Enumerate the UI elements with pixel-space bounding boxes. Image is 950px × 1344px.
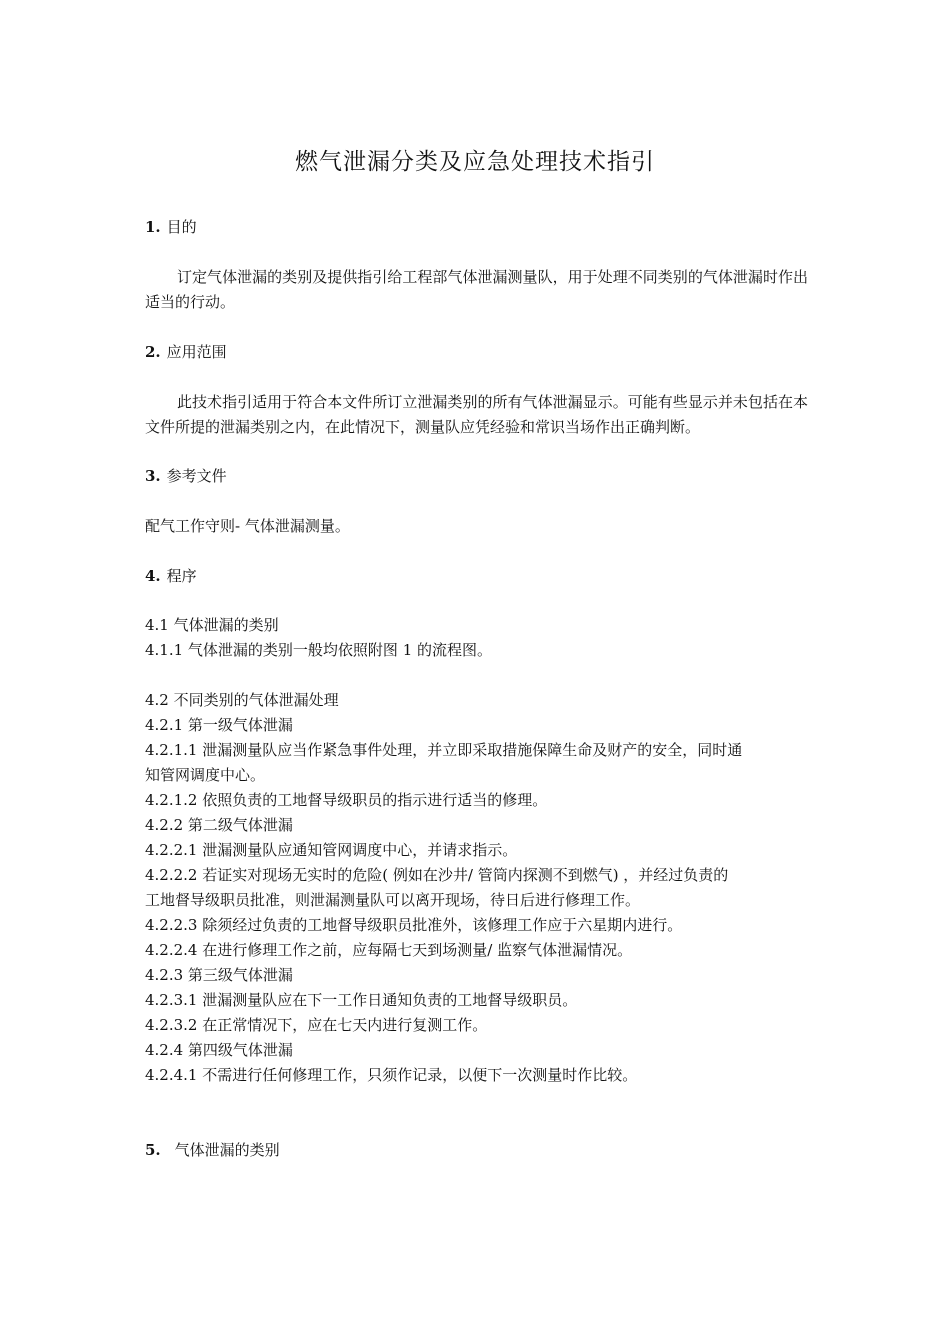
section-1-body: 订定气体泄漏的类别及提供指引给工程部气体泄漏测量队，用于处理不同类别的气体泄漏时作出适当的行动。 [145,268,808,311]
section-title: 应用范围 [166,343,227,361]
document-title: 燃气泄漏分类及应急处理技术指引 [295,149,655,175]
section-2-heading [145,341,815,363]
clause-4-2-3-1: 4.2.3.1 泄漏测量队应在下一工作日通知负责的工地督导级职员。 [145,991,578,1009]
section-2-body: 此技术指引适用于符合本文件所订立泄漏类别的所有气体泄漏显示。可能有些显示并未包括在本文件所提的泄漏类别之内，在此情况下，测量队应凭经验和常识当场作出正确判断。 [145,393,808,436]
clause-4-2-4: 4.2.4 第四级气体泄漏 [145,1041,293,1059]
section-number: 3. [145,467,161,485]
section-title: 气体泄漏的类别 [174,1141,280,1159]
clause-4-2-2-2-cont: 工地督导级职员批准，则泄漏测量队可以离开现场，待日后进行修理工作。 [145,891,641,909]
clause-4-2: 4.2 不同类别的气体泄漏处理 [145,691,339,709]
clause-4-2-2-1: 4.2.2.1 泄漏测量队应通知管网调度中心，并请求指示。 [145,841,518,859]
clause-4-2-1-2: 4.2.1.2 依照负责的工地督导级职员的指示进行适当的修理。 [145,791,548,809]
clause-4-1: 4.1 气体泄漏的类别 [145,616,279,634]
section-title: 目的 [166,218,197,236]
section-4-heading [145,565,815,587]
section-number: 1. [145,218,161,236]
section-number: 4. [145,567,161,585]
clause-4-2-2-2: 4.2.2.2 若证实对现场无实时的危险( 例如在沙井/ 管筒内探测不到燃气) ，并经过负责的 [145,866,729,884]
clause-4-2-2-4: 4.2.2.4 在进行修理工作之前，应每隔七天到场测量/ 监察气体泄漏情况。 [145,941,633,959]
clause-4-2-2: 4.2.2 第二级气体泄漏 [145,816,293,834]
section-5-heading [145,1139,815,1161]
clause-4-2-1-1-cont: 知管网调度中心。 [145,766,266,784]
section-number: 2. [145,343,161,361]
clause-4-2-4-1: 4.2.4.1 不需进行任何修理工作，只须作记录，以便下一次测量时作比较。 [145,1066,638,1084]
section-3-heading [145,465,815,487]
section-number: 5. [145,1141,161,1159]
clause-4-2-1-1: 4.2.1.1 泄漏测量队应当作紧急事件处理，并立即采取措施保障生命及财产的安全，同时通 [145,741,743,759]
section-3-body: 配气工作守则- 气体泄漏测量。 [145,517,350,535]
clause-4-2-1: 4.2.1 第一级气体泄漏 [145,716,293,734]
clause-4-2-3: 4.2.3 第三级气体泄漏 [145,966,293,984]
section-title: 参考文件 [166,467,227,485]
clause-4-2-3-2: 4.2.3.2 在正常情况下，应在七天内进行复测工作。 [145,1016,488,1034]
section-title: 程序 [166,567,197,585]
clause-4-1-1: 4.1.1 气体泄漏的类别一般均依照附图 1 的流程图。 [145,641,493,659]
section-1-heading [145,216,815,238]
clause-4-2-2-3: 4.2.2.3 除须经过负责的工地督导级职员批准外，该修理工作应于六星期内进行。 [145,916,683,934]
